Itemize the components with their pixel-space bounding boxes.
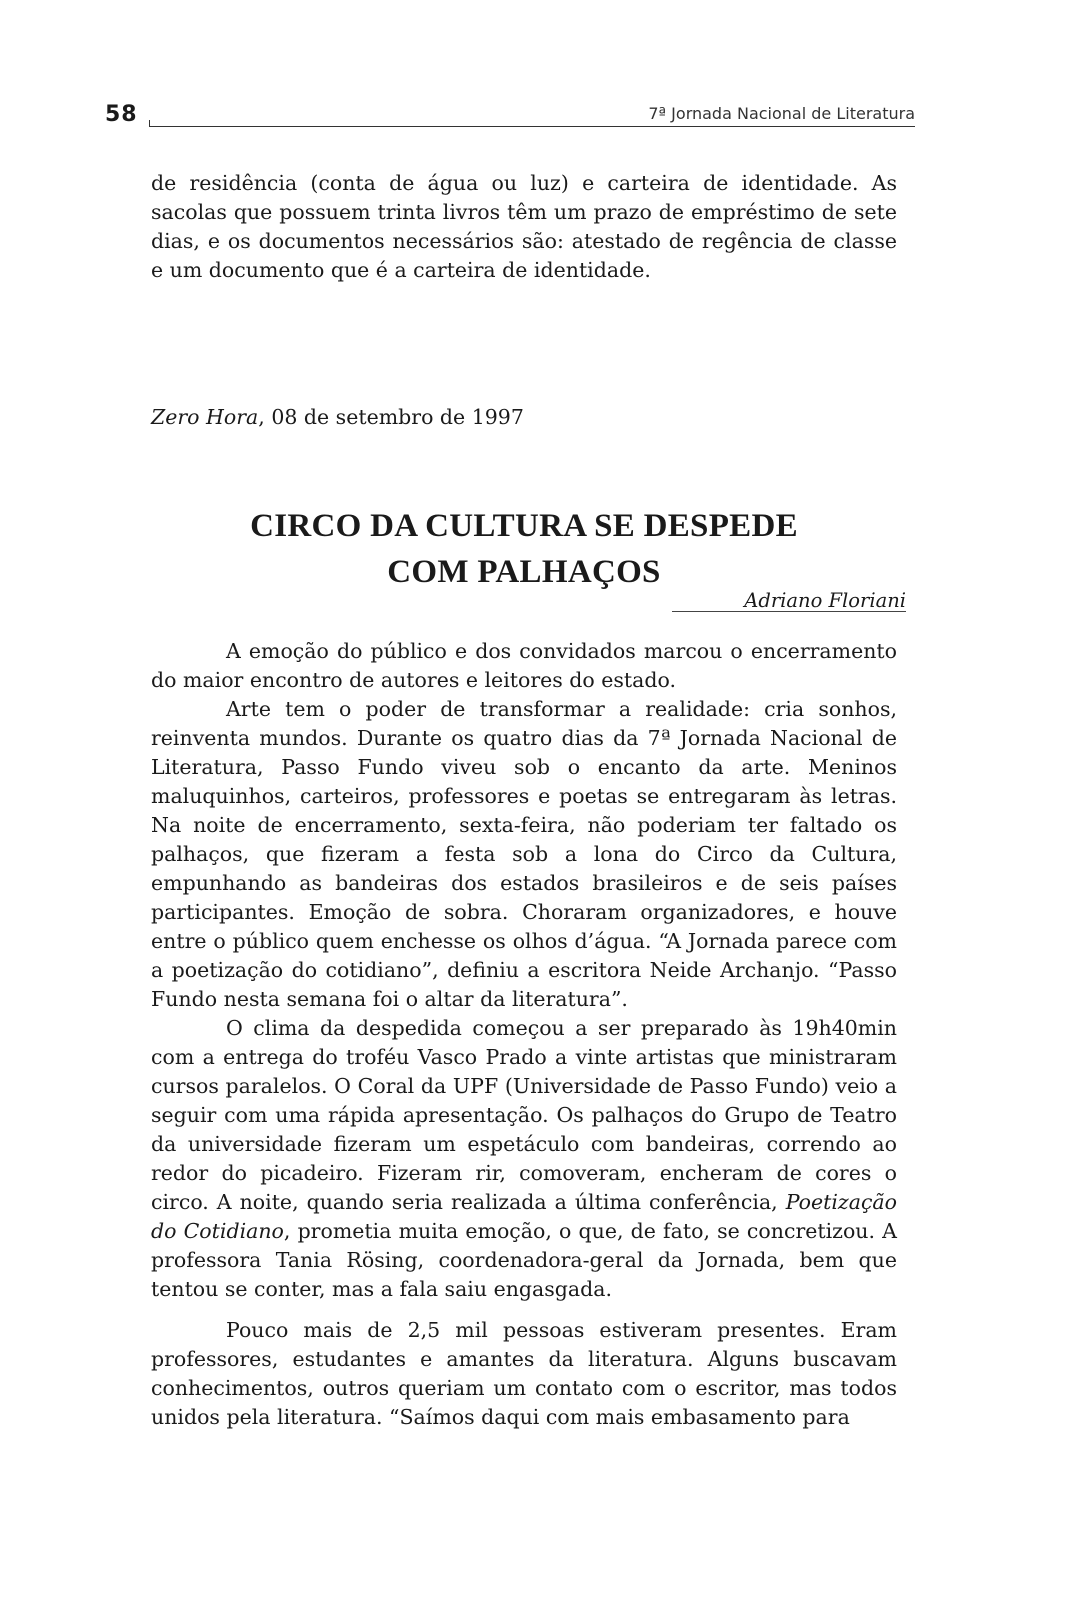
article-paragraph-2: Arte tem o poder de transformar a realidade: cria sonhos, reinventa mundos. Durante os quatro dias da 7ª Jornada Nacional de Literatura, Passo Fundo viveu sob o encanto da arte. Meninos maluquinhos, carteiros, professores e poetas se entregaram às letras. Na noite de encerramento, sexta-feira, não poderiam ter faltado os palhaços, que fizeram a festa sob a lona do Circo da Cultura, empunhando as bandeiras dos estados brasileiros e de seis países participantes. Emoção de sobra. Choraram organizadores, e houve entre o público quem enchesse os olhos d’água. “A Jornada parece com a poetização do cotidiano”, definiu a escritora Neide Archanjo. “Passo Fundo nesta semana foi o altar da literatura”. <box>151 697 897 1011</box>
article-headline <box>151 503 897 595</box>
article-paragraph-4: Pouco mais de 2,5 mil pessoas estiveram presentes. Eram professores, estudantes e amantes da literatura. Alguns buscavam conhecimentos, outros queriam um contato com o escritor, mas todos unidos pela literatura. “Saímos daqui com mais embasamento para <box>151 1318 897 1429</box>
publication-name: Zero Hora <box>151 405 259 429</box>
source-line <box>151 405 524 429</box>
page-header <box>105 98 915 132</box>
headline-line-2: COM PALHAÇOS <box>387 554 661 590</box>
paragraph-3-text-b: , prometia muita emoção, o que, de fato, se concretizou. A professora Tania Rösing, coordenadora-geral da Jornada, bem que tentou se conter, mas a fala saiu engasgada. <box>151 1219 897 1301</box>
header-rule <box>149 126 915 127</box>
byline-rule <box>672 611 906 612</box>
article-byline: Adriano Floriani <box>744 589 906 612</box>
running-title: 7ª Jornada Nacional de Literatura <box>648 104 915 123</box>
article-paragraph-3 <box>151 1014 897 1304</box>
conference-title: Poetização do Cotidiano <box>151 1190 897 1243</box>
paragraph-3-text-a: O clima da despedida começou a ser preparado às 19h40min com a entrega do troféu Vasco Prado a vinte artistas que ministraram cursos paralelos. O Coral da UPF (Universidade de Passo Fundo) veio a seguir com uma rápida apresentação. Os palhaços do Grupo de Teatro da universidade fizeram um espetáculo com bandeiras, correndo ao redor do picadeiro. Fizeram rir, comoveram, encheram de cores o circo. A noite, quando seria realizada a última conferência, <box>151 1016 897 1214</box>
page-number: 58 <box>105 102 138 127</box>
intro-paragraph: de residência (conta de água ou luz) e carteira de identidade. As sacolas que possuem trinta livros têm um prazo de empréstimo de sete dias, e os documentos necessários são: atestado de regência de classe e um documento que é a carteira de identidade. <box>151 171 897 282</box>
publication-date: , 08 de setembro de 1997 <box>258 405 524 429</box>
headline-line-1: CIRCO DA CULTURA SE DESPEDE <box>250 508 798 544</box>
article-paragraph-1: A emoção do público e dos convidados marcou o encerramento do maior encontro de autores e leitores do estado. <box>151 639 897 692</box>
